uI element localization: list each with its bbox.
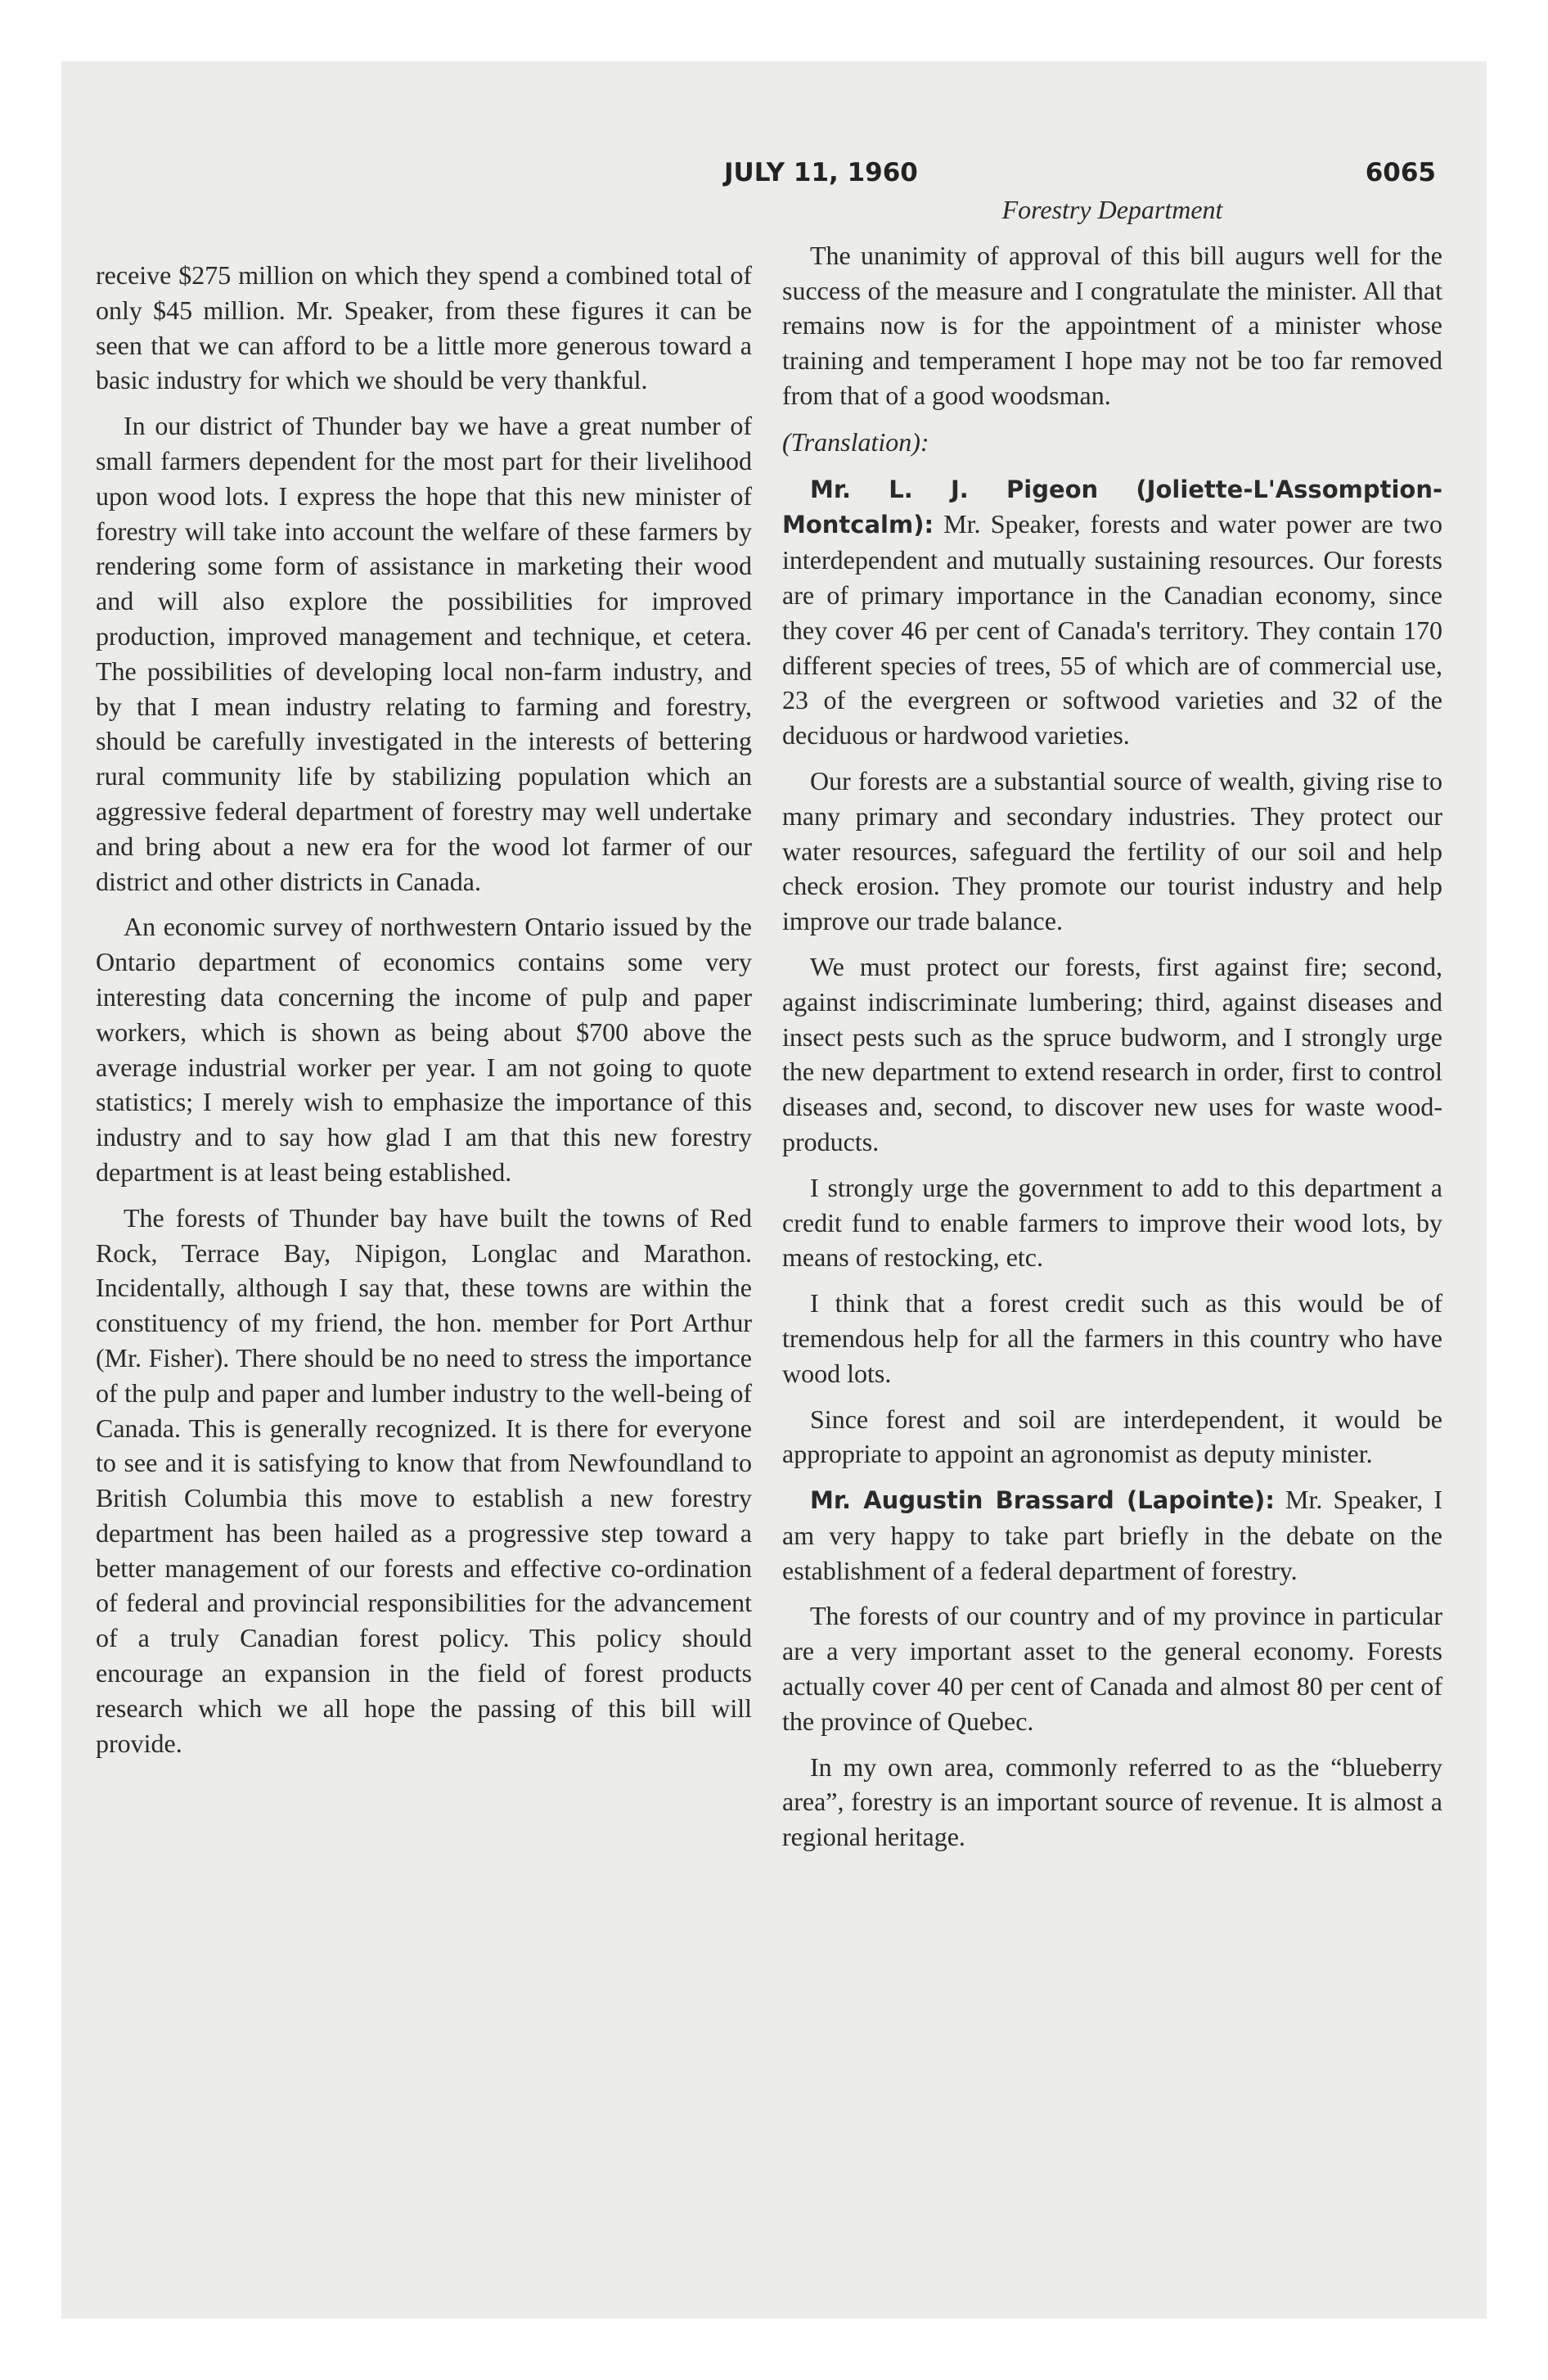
- header-date: JULY 11, 1960: [724, 158, 918, 187]
- speech-text: Mr. Speaker, forests and water power are two interdependent and mutually sustaining resources. Our forests are of primary importance in the Canadian economy, since they cover 46 per cent of Canada's territory. They contain 170 different species of trees, 55 of which are of commercial use, 23 of the evergreen or softwood varieties and 32 of the deciduous or hardwood varieties.: [782, 509, 1442, 751]
- speaker-name: Mr. Augustin Brassard (Lapointe):: [810, 1486, 1275, 1515]
- speech-paragraph: [782, 1482, 1442, 1588]
- page-number: 6065: [1365, 158, 1436, 187]
- paragraph: I strongly urge the government to add to this department a credit fund to enable farmers to improve their wood lots, by means of restocking, etc.: [782, 1172, 1442, 1273]
- paragraph: The unanimity of approval of this bill augurs well for the success of the measure and I congratulate the minister. All that remains now is for the appointment of a minister whose training and temperament I hope may not be too far removed from that of a good woodsman.: [782, 240, 1442, 410]
- right-column: [782, 192, 1442, 1865]
- paragraph: I think that a forest credit such as this would be of tremendous help for all the farmers in this country who have wood lots.: [782, 1288, 1442, 1388]
- paragraph: Our forests are a substantial source of wealth, giving rise to many primary and secondary industries. They protect our water resources, safeguard the fertility of our soil and help check erosion. They promote our tourist industry and help improve our trade balance.: [782, 765, 1442, 936]
- paragraph: An economic survey of northwestern Ontario issued by the Ontario department of economics contains some very interesting data concerning the income of pulp and paper workers, which is shown as being about $700 above the average industrial worker per year. I am not going to quote statistics; I merely wish to emphasize the importance of this industry and to say how glad I am that this new forestry department is at least being established.: [96, 912, 752, 1187]
- speaker-name: Mr. L. J. Pigeon (Joliette-L'Assomption-Montcalm):: [782, 475, 1442, 539]
- paragraph: In our district of Thunder bay we have a great number of small farmers dependent for the most part for their livelihood upon wood lots. I express the hope that this new minister of forestry will take into account the welfare of these farmers by rendering some form of assistance in marketing their wood and will also explore the possibilities for improved production, improved management and technique, et cetera. The possibilities of developing local non-farm industry, and by that I mean industry relating to farming and forestry, should be carefully investigated in the interests of bettering rural community life by stabilizing population which an aggressive federal department of forestry may well undertake and bring about a new era for the wood lot farmer of our district and other districts in Canada.: [96, 411, 752, 896]
- page: [61, 61, 1487, 2319]
- paragraph: In my own area, commonly referred to as the “blueberry area”, forestry is an important source of revenue. It is almost a regional heritage.: [782, 1751, 1442, 1852]
- running-head: Forestry Department: [1001, 195, 1223, 224]
- paragraph: The forests of our country and of my province in particular are a very important asset to the general economy. Forests actually cover 40 per cent of Canada and almost 80 per cent of the province of Quebec.: [782, 1601, 1442, 1736]
- paragraph: receive $275 million on which they spend a combined total of only $45 million. Mr. Speaker, from these figures it can be seen that we can afford to be a little more generous toward a basic industry for which we should be very thankful.: [96, 260, 752, 395]
- speech-paragraph: [782, 471, 1442, 753]
- left-column: [96, 258, 752, 1771]
- paragraph: We must protect our forests, first against fire; second, against indiscriminate lumbering; third, against diseases and insect pests such as the spruce budworm, and I strongly urge the new department to extend research in order, first to control diseases and, second, to discover new uses for waste wood-products.: [782, 951, 1442, 1156]
- translation-note: (Translation):: [782, 426, 929, 457]
- paragraph: Since forest and soil are interdependent, it would be appropriate to appoint an agronomist as deputy minister.: [782, 1404, 1442, 1469]
- speech-text: Mr. Speaker, I am very happy to take part briefly in the debate on the establishment of a federal department of forestry.: [782, 1485, 1443, 1585]
- paragraph: The forests of Thunder bay have built the towns of Red Rock, Terrace Bay, Nipigon, Longlac and Marathon. Incidentally, although I say that, these towns are within the constituency of my friend, the hon. member for Port Arthur (Mr. Fisher). There should be no need to stress the importance of the pulp and paper and lumber industry to the well-being of Canada. This is generally recognized. It is there for everyone to see and it is satisfying to know that from Newfoundland to British Columbia this move to establish a new forestry department has been hailed as a progressive step toward a better management of our forests and effective co-ordination of federal and provincial responsibilities for the advancement of a truly Canadian forest policy. This policy should encourage an expansion in the field of forest products research which we all hope the passing of this bill will provide.: [96, 1202, 752, 1758]
